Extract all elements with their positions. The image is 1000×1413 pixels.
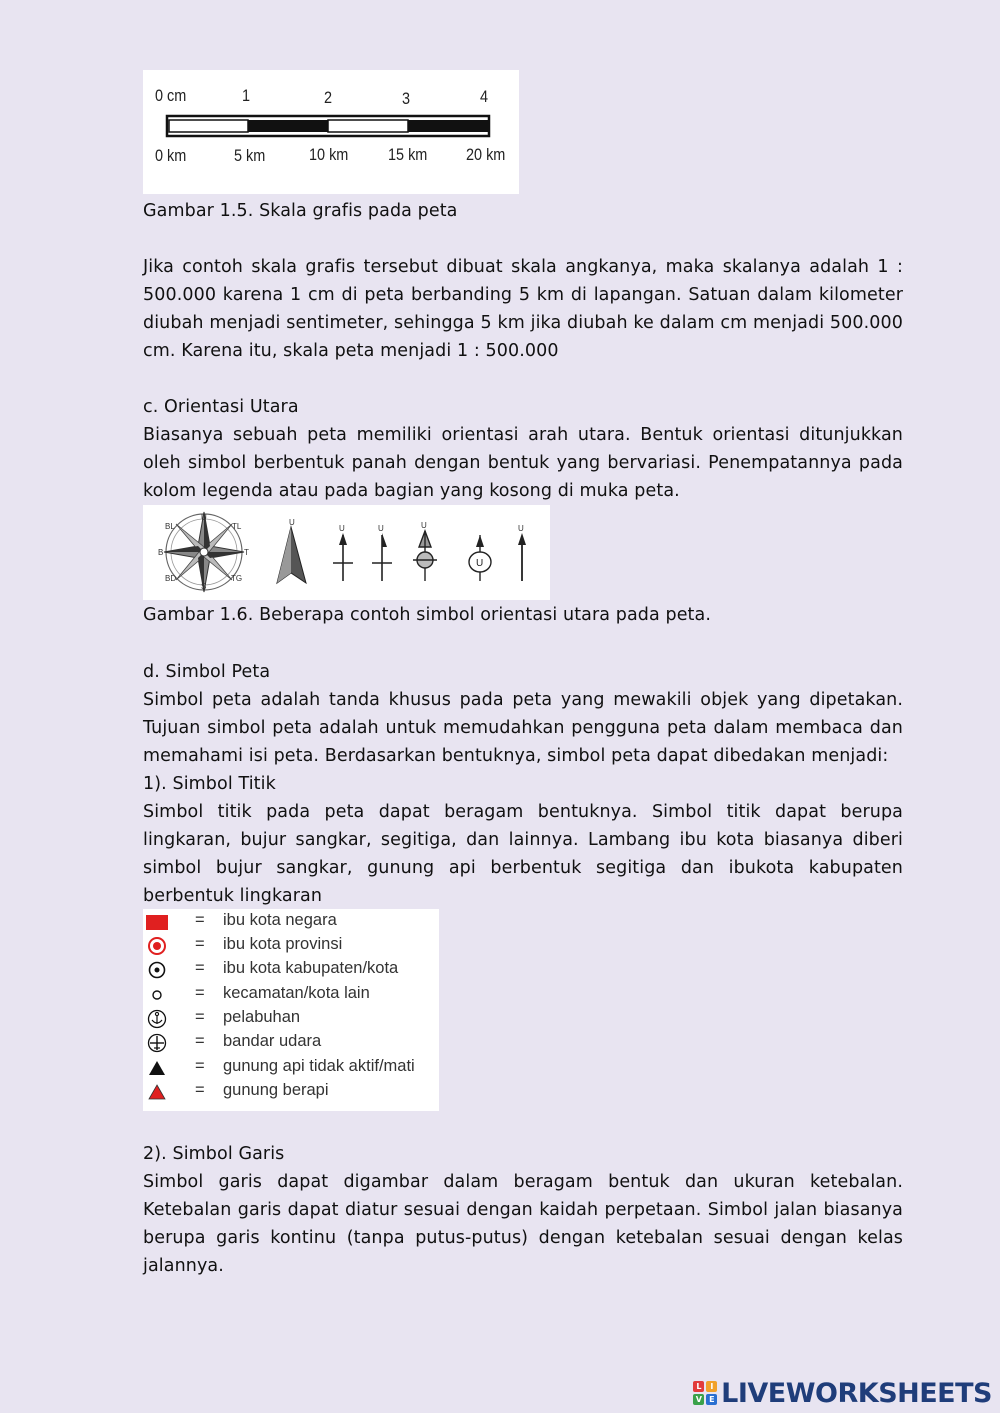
scale-cm-tick: 4 <box>480 87 489 106</box>
north-arrow-u-circle-icon <box>469 535 491 581</box>
scale-segment-white <box>328 120 408 132</box>
legend-equals: = <box>195 1057 205 1075</box>
scale-segment-white <box>169 120 248 132</box>
svg-text:U: U <box>378 524 384 533</box>
section-c-heading: c. Orientasi Utara <box>143 397 299 417</box>
north-symbols-figure <box>143 505 550 600</box>
red-triangle-icon <box>145 1082 169 1102</box>
black-dot-circle-icon <box>145 960 169 980</box>
section-d-body: Simbol peta adalah tanda khusus pada peta yang mewakili objek yang dipetakan. Tujuan simbol peta adalah untuk memudahkan pengguna peta dalam membaca dan memahami isi peta. Berdasarkan bentuknya, simbol peta dapat dibedakan menjadi: <box>143 690 903 766</box>
airplane-icon <box>145 1033 169 1053</box>
legend-label: kecamatan/kota lain <box>223 984 370 1002</box>
svg-text:U: U <box>518 524 524 533</box>
sub1-body: Simbol titik pada peta dapat beragam bentuknya. Simbol titik dapat berupa lingkaran, bujur sangkar, segitiga, dan lainnya. Lambang ibu kota biasanya diberi simbol bujur sangkar, gunung api berbentuk segitiga dan ibukota kabupaten berbentuk lingkaran <box>143 802 903 906</box>
scale-km-tick: 20 km <box>466 145 506 164</box>
scale-cm-tick: 1 <box>242 86 251 105</box>
legend-equals: = <box>195 935 205 953</box>
legend-row <box>143 1080 438 1104</box>
legend-label: pelabuhan <box>223 1008 301 1026</box>
section-c-body: Biasanya sebuah peta memiliki orientasi arah utara. Bentuk orientasi ditunjukkan oleh simbol berbentuk panah dengan bentuk yang bervariasi. Penempatannya pada kolom legenda atau pada bagian yang kosong di muka peta. <box>143 425 903 501</box>
compass-label-nw: BL <box>165 522 175 531</box>
scale-cm-tick: 3 <box>402 89 411 108</box>
red-square-icon <box>145 912 169 932</box>
legend-row <box>143 934 438 958</box>
legend-row <box>143 983 438 1007</box>
liveworksheets-logo[interactable] <box>693 1377 992 1409</box>
scale-cm-tick: 0 cm <box>155 86 187 105</box>
compass-label-ne: TL <box>232 522 242 531</box>
svg-text:U: U <box>476 558 484 569</box>
small-circle-icon <box>145 985 169 1005</box>
liveworksheets-wordmark: LIVEWORKSHEETS <box>721 1377 992 1409</box>
legend-equals: = <box>195 1008 205 1026</box>
scale-bar <box>165 114 493 138</box>
point-symbol-legend <box>143 909 439 1111</box>
scale-km-tick: 10 km <box>309 145 349 164</box>
liveworksheets-mark-icon: L I V E <box>693 1381 717 1405</box>
compass-label-n: U <box>201 513 207 522</box>
scale-km-tick: 15 km <box>388 145 428 164</box>
scale-km-tick: 5 km <box>234 146 266 165</box>
legend-row <box>143 958 438 982</box>
scale-paragraph: Jika contoh skala grafis tersebut dibuat skala angkanya, maka skalanya adalah 1 : 500.000 karena 1 cm di peta berbanding 5 km di lapangan. Satuan dalam kilometer diubah menjadi sentimeter, sehingga 5 km jika diubah ke dalam cm menjadi 500.000 cm. Karena itu, skala peta menjadi 1 : 500.000 <box>143 257 903 361</box>
legend-label: ibu kota provinsi <box>223 935 343 953</box>
legend-label: bandar udara <box>223 1032 322 1050</box>
legend-equals: = <box>195 1032 205 1050</box>
legend-equals: = <box>195 911 205 929</box>
north-arrow-half-icon <box>372 524 392 581</box>
legend-label: gunung berapi <box>223 1081 329 1099</box>
legend-equals: = <box>195 959 205 977</box>
legend-label: ibu kota kabupaten/kota <box>223 959 399 977</box>
legend-equals: = <box>195 1081 205 1099</box>
section-garis-body: Simbol garis dapat digambar dalam beragam bentuk dan ukuran ketebalan. Ketebalan garis dapat diatur sesuai dengan kaidah perpetaan. Simbol jalan biasanya berupa garis kontinu (tanpa putus-putus) dengan ketebalan sesuai dengan kelas jalannya. <box>143 1172 903 1276</box>
figure-1-5-caption: Gambar 1.5. Skala grafis pada peta <box>143 201 458 221</box>
north-arrow-cross-icon <box>333 524 353 581</box>
compass-label-w: B <box>158 548 164 557</box>
legend-row <box>143 910 438 934</box>
legend-row <box>143 1031 438 1055</box>
north-arrow-circle-cross-icon <box>413 521 437 581</box>
section-d-heading: d. Simbol Peta <box>143 662 271 682</box>
figure-1-6-caption: Gambar 1.6. Beberapa contoh simbol orientasi utara pada peta. <box>143 605 712 625</box>
north-arrow-simple-icon <box>518 524 526 581</box>
black-triangle-icon <box>145 1058 169 1078</box>
scale-segment-black <box>248 120 328 132</box>
scale-segment-black <box>408 120 488 132</box>
red-dot-circle-icon <box>145 936 169 956</box>
north-arrow-solid-icon <box>277 518 306 583</box>
svg-text:U: U <box>289 518 295 527</box>
compass-label-sw: BD <box>165 574 177 583</box>
legend-label: ibu kota negara <box>223 911 337 929</box>
sub1-heading: 1). Simbol Titik <box>143 774 276 794</box>
compass-label-se: TG <box>231 574 243 583</box>
scale-cm-tick: 2 <box>324 88 333 107</box>
legend-equals: = <box>195 984 205 1002</box>
svg-text:U: U <box>339 524 345 533</box>
legend-row <box>143 1007 438 1031</box>
legend-row <box>143 1056 438 1080</box>
anchor-icon <box>145 1009 169 1029</box>
compass-label-s: S <box>201 582 207 591</box>
scale-km-tick: 0 km <box>155 146 187 165</box>
svg-text:U: U <box>421 521 427 530</box>
legend-label: gunung api tidak aktif/mati <box>223 1057 415 1075</box>
compass-label-e: T <box>244 548 249 557</box>
scale-bar-figure <box>143 70 519 194</box>
section-garis-heading: 2). Simbol Garis <box>143 1144 285 1164</box>
